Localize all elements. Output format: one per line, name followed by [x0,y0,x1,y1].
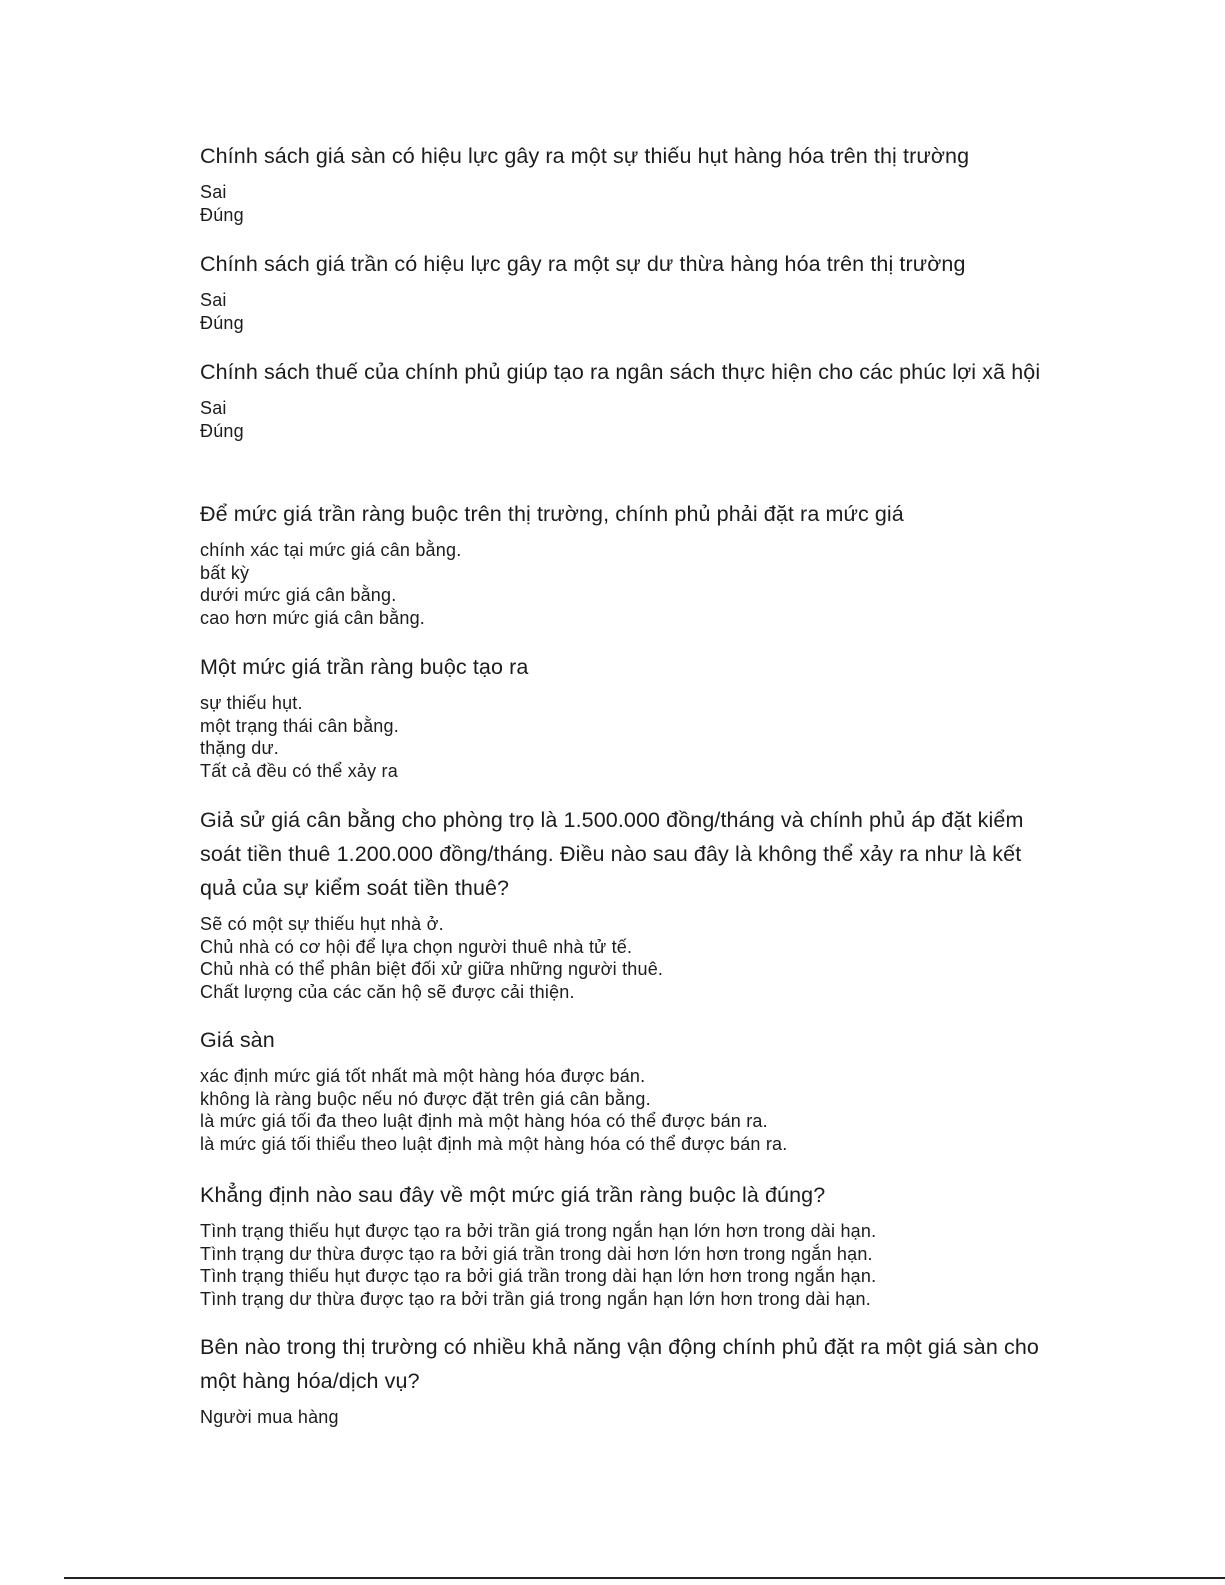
option[interactable]: Tình trạng thiếu hụt được tạo ra bởi trần giá trong ngắn hạn lớn hơn trong dài hạn. [200,1221,877,1241]
options-list [200,913,1050,1003]
question-text: Giá sàn [200,1028,275,1052]
question-6 [200,803,1050,1003]
options-list [200,1406,1050,1429]
question-4 [200,497,1050,629]
options-list [200,1220,1050,1310]
option[interactable]: Người mua hàng [200,1407,339,1427]
question-text: Giả sử giá cân bằng cho phòng trọ là 1.500.000 đồng/tháng và chính phủ áp đặt kiểm soát tiền thuê 1.200.000 đồng/tháng. Điều nào sau đây là không thể xảy ra như là kết quả của sự kiểm soát tiền thuê? [200,808,1024,900]
question-text: Một mức giá trần ràng buộc tạo ra [200,655,529,679]
option[interactable]: Đúng [200,420,244,441]
options-list [200,692,1050,782]
option[interactable]: Tình trạng dư thừa được tạo ra bởi trần giá trong ngắn hạn lớn hơn trong dài hạn. [200,1288,871,1309]
option[interactable]: Đúng [200,204,244,225]
option[interactable]: sự thiếu hụt. [200,693,303,713]
option[interactable]: là mức giá tối đa theo luật định mà một hàng hóa có thể được bán ra. [200,1111,768,1131]
question-text: Bên nào trong thị trường có nhiều khả năng vận động chính phủ đặt ra một giá sàn cho một hàng hóa/dịch vụ? [200,1335,1039,1393]
question-text: Để mức giá trần ràng buộc trên thị trường, chính phủ phải đặt ra mức giá [200,502,904,526]
option[interactable]: là mức giá tối thiểu theo luật định mà một hàng hóa có thể được bán ra. [200,1133,788,1154]
question-8 [200,1178,1050,1310]
option[interactable]: chính xác tại mức giá cân bằng. [200,540,462,560]
question-5 [200,650,1050,782]
option[interactable]: bất kỳ [200,562,250,583]
option[interactable]: Đúng [200,312,244,333]
question-7 [200,1023,1050,1155]
option[interactable]: Tình trạng dư thừa được tạo ra bởi giá trần trong dài hơn lớn hơn trong ngắn hạn. [200,1243,873,1264]
option[interactable]: Sai [200,398,227,418]
option[interactable]: cao hơn mức giá cân bằng. [200,607,425,628]
option[interactable]: Chất lượng của các căn hộ sẽ được cải thiện. [200,981,575,1002]
option[interactable]: không là ràng buộc nếu nó được đặt trên giá cân bằng. [200,1088,651,1109]
option[interactable]: Sẽ có một sự thiếu hụt nhà ở. [200,914,444,934]
page-bottom-rule [64,1577,1225,1579]
option[interactable]: một trạng thái cân bằng. [200,715,399,736]
options-list [200,539,1050,629]
options-list [200,289,1050,334]
question-text: Chính sách giá sàn có hiệu lực gây ra một sự thiếu hụt hàng hóa trên thị trường [200,144,970,168]
option[interactable]: dưới mức giá cân bằng. [200,585,397,605]
question-2 [200,247,1050,334]
option[interactable]: thặng dư. [200,738,279,758]
option[interactable]: Tình trạng thiếu hụt được tạo ra bởi giá trần trong dài hạn lớn hơn trong ngắn hạn. [200,1266,877,1286]
option[interactable]: Sai [200,290,227,310]
question-text: Khẳng định nào sau đây về một mức giá trần ràng buộc là đúng? [200,1183,826,1207]
options-list [200,397,1050,442]
question-3 [200,355,1050,442]
options-list [200,181,1050,226]
question-text: Chính sách giá trần có hiệu lực gây ra một sự dư thừa hàng hóa trên thị trường [200,252,966,276]
option[interactable]: Chủ nhà có cơ hội để lựa chọn người thuê nhà tử tế. [200,936,633,957]
option[interactable]: Tất cả đều có thể xảy ra [200,760,398,781]
options-list [200,1065,1050,1155]
option[interactable]: Sai [200,182,227,202]
question-9 [200,1330,1050,1429]
question-1 [200,139,1050,226]
option[interactable]: Chủ nhà có thể phân biệt đối xử giữa những người thuê. [200,959,664,979]
option[interactable]: xác định mức giá tốt nhất mà một hàng hóa được bán. [200,1066,646,1086]
question-text: Chính sách thuế của chính phủ giúp tạo ra ngân sách thực hiện cho các phúc lợi xã hội [200,360,1041,384]
